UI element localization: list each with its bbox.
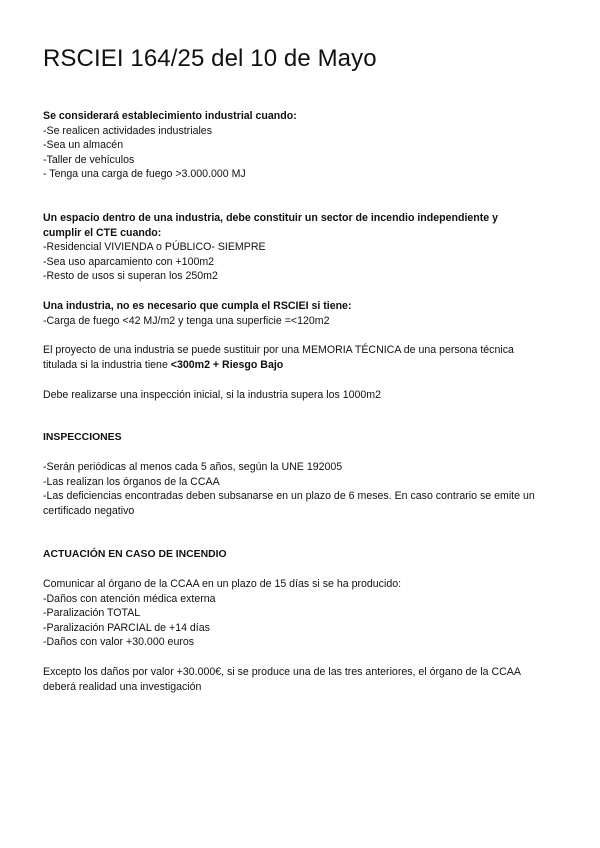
list-item: -Paralización TOTAL — [43, 607, 141, 620]
list-item: -Paralización PARCIAL de +14 días — [43, 621, 210, 634]
list-item: -Carga de fuego <42 MJ/m2 y tenga una superficie =<120m2 — [43, 314, 330, 327]
exemption-section — [43, 299, 563, 328]
initial-inspection-paragraph — [43, 388, 563, 403]
actuacion-list — [43, 577, 563, 650]
technical-memory-paragraph — [43, 343, 563, 372]
bold-condition: <300m2 + Riesgo Bajo — [170, 358, 284, 371]
list-item: -Taller de vehículos — [43, 153, 135, 166]
list-item: -Residencial VIVIENDA o PÚBLICO- SIEMPRE — [43, 241, 266, 254]
paragraph-line: El proyecto de una industria se puede sustituir por una MEMORIA TÉCNICA de una persona técnica — [43, 344, 514, 356]
paragraph-line: Excepto los daños por valor +30.000€, si se produce una de las tres anteriores, el órgano de la CCAA — [43, 666, 521, 678]
fire-sector-section — [43, 211, 563, 284]
list-item: -Las realizan los órganos de la CCAA — [43, 475, 220, 488]
page-title: RSCIEI 164/25 del 10 de Mayo — [43, 45, 377, 72]
list-item: -Sea uso aparcamiento con +100m2 — [43, 255, 215, 268]
section-heading: Se considerará establecimiento industrial cuando: — [43, 110, 297, 122]
paragraph-line — [43, 358, 563, 373]
inspecciones-list — [43, 460, 563, 518]
section-heading: Un espacio dentro de una industria, debe constituir un sector de incendio independiente y — [43, 212, 499, 224]
list-item: -Las deficiencias encontradas deben subsanarse en un plazo de 6 meses. En caso contrario se emite un — [43, 490, 535, 503]
closing-paragraph — [43, 665, 563, 694]
list-item: -Daños con atención médica externa — [43, 592, 216, 605]
section-heading-continued: cumplir el CTE cuando: — [43, 226, 162, 239]
paragraph-line: Debe realizarse una inspección inicial, si la industria supera los 1000m2 — [43, 389, 382, 401]
intro-line: Comunicar al órgano de la CCAA en un plazo de 15 días si se ha producido: — [43, 578, 402, 590]
list-item-continued: certificado negativo — [43, 504, 135, 517]
paragraph-line: deberá realidad una investigación — [43, 680, 202, 693]
industrial-definition-section — [43, 109, 563, 182]
paragraph-text: titulada si la industria tiene — [43, 358, 171, 371]
list-item: -Daños con valor +30.000 euros — [43, 636, 195, 649]
list-item: -Se realicen actividades industriales — [43, 124, 212, 137]
list-item: -Serán periódicas al menos cada 5 años, según la UNE 192005 — [43, 461, 343, 473]
inspecciones-section — [43, 431, 563, 446]
list-item: -Resto de usos si superan los 250m2 — [43, 270, 218, 283]
section-heading: Una industria, no es necesario que cumpla el RSCIEI si tiene: — [43, 300, 352, 312]
actuacion-section — [43, 548, 563, 563]
section-heading: INSPECCIONES — [43, 432, 122, 443]
list-item: - Tenga una carga de fuego >3.000.000 MJ — [43, 168, 246, 181]
list-item: -Sea un almacén — [43, 139, 124, 152]
section-heading: ACTUACIÓN EN CASO DE INCENDIO — [43, 549, 227, 560]
